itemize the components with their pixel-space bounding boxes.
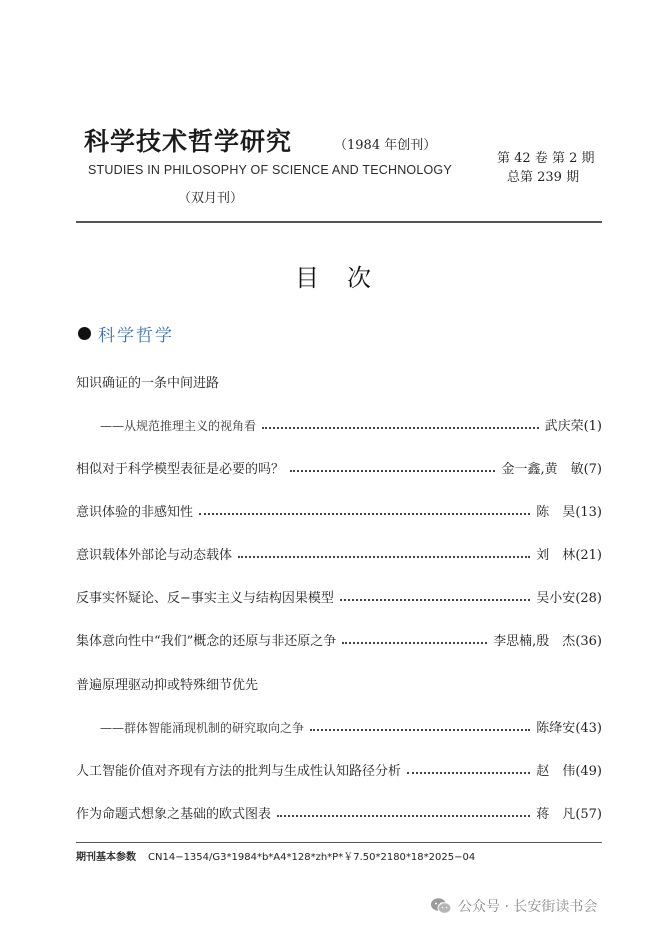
entry-page: (1) (583, 419, 602, 434)
volume-issue: 第 42 卷 第 2 期 (497, 151, 595, 166)
toc-entry[interactable] (76, 760, 602, 780)
entry-page: (13) (575, 505, 602, 520)
entry-page: (43) (575, 721, 602, 736)
entry-title: 意识体验的非感知性 (76, 505, 194, 520)
leader-dots (199, 513, 530, 515)
entry-author: 蒋 凡 (536, 807, 576, 822)
entry-author: 武庆荣 (544, 419, 584, 434)
toc-entry[interactable] (100, 415, 602, 435)
params-label: 期刊基本参数 (76, 852, 136, 863)
leader-dots (277, 815, 530, 817)
leader-dots (407, 772, 530, 774)
entry-author: 吴小安 (536, 591, 576, 606)
entry-subtitle: ——从规范推理主义的视角看 (100, 419, 257, 433)
toc-entry[interactable] (76, 458, 602, 478)
toc-entry[interactable] (76, 501, 602, 521)
total-issue: 总第 239 期 (507, 170, 580, 185)
entry-title: 作为命题式想象之基础的欧式图表 (76, 807, 272, 822)
footer-divider (76, 842, 602, 843)
toc-entry[interactable] (100, 717, 602, 737)
leader-dots (310, 729, 530, 731)
entry-page: (49) (575, 764, 602, 779)
entry-title: 普遍原理驱动抑或特殊细节优先 (76, 678, 259, 693)
section-title: 科学哲学 (98, 326, 174, 346)
wechat-icon (430, 897, 452, 915)
entry-page: (57) (575, 807, 602, 822)
watermark-text: 公众号 · 长安街读书会 (458, 899, 598, 915)
entry-title: 知识确证的一条中间进路 (76, 376, 220, 391)
entry-title: 相似对于科学模型表征是必要的吗？ (76, 462, 285, 477)
entry-author: 刘 林 (536, 548, 576, 563)
entry-subtitle: ——群体智能涌现机制的研究取向之争 (100, 721, 305, 735)
toc-entry[interactable] (76, 803, 602, 823)
leader-dots (238, 556, 530, 558)
toc-heading: 目次 (295, 264, 399, 292)
toc-entry[interactable] (76, 674, 602, 694)
leader-dots (342, 642, 487, 644)
toc-entry[interactable] (76, 630, 602, 650)
params-value: CN14−1354/G3*1984*b*A4*128*zh*P*￥7.50*2180*18*2025−04 (148, 852, 476, 863)
entry-author: 赵 伟 (536, 764, 576, 779)
journal-title: 科学技术哲学研究 (84, 127, 293, 156)
leader-dots (340, 599, 530, 601)
founded-year: （1984 年创刊） (334, 138, 437, 153)
toc-entry[interactable] (76, 372, 602, 392)
entry-page: (28) (575, 591, 602, 606)
leader-dots (290, 470, 495, 472)
entry-page: (21) (575, 548, 602, 563)
entry-page: (36) (575, 634, 602, 649)
entry-author: 陈 昊 (536, 505, 576, 520)
entry-page: (7) (583, 462, 602, 477)
entry-title: 集体意向性中“我们”概念的还原与非还原之争 (76, 634, 337, 649)
toc-entry[interactable] (76, 544, 602, 564)
journal-english-title: STUDIES IN PHILOSOPHY OF SCIENCE AND TECHNOLOGY (88, 163, 452, 177)
leader-dots (262, 427, 539, 429)
entry-author: 金一鑫,黄 敏 (501, 462, 584, 477)
entry-author: 李思楠,殷 杰 (493, 634, 576, 649)
entry-title: 人工智能价值对齐现有方法的批判与生成性认知路径分析 (76, 764, 402, 779)
bullet-icon (78, 327, 91, 340)
watermark (430, 896, 597, 916)
entry-title: 反事实怀疑论、反−事实主义与结构因果模型 (76, 591, 334, 606)
toc-entry[interactable] (76, 587, 602, 607)
publication-frequency: （双月刊） (178, 191, 244, 206)
header-divider (76, 221, 602, 223)
entry-author: 陈绛安 (536, 721, 576, 736)
entry-title: 意识载体外部论与动态载体 (76, 548, 233, 563)
